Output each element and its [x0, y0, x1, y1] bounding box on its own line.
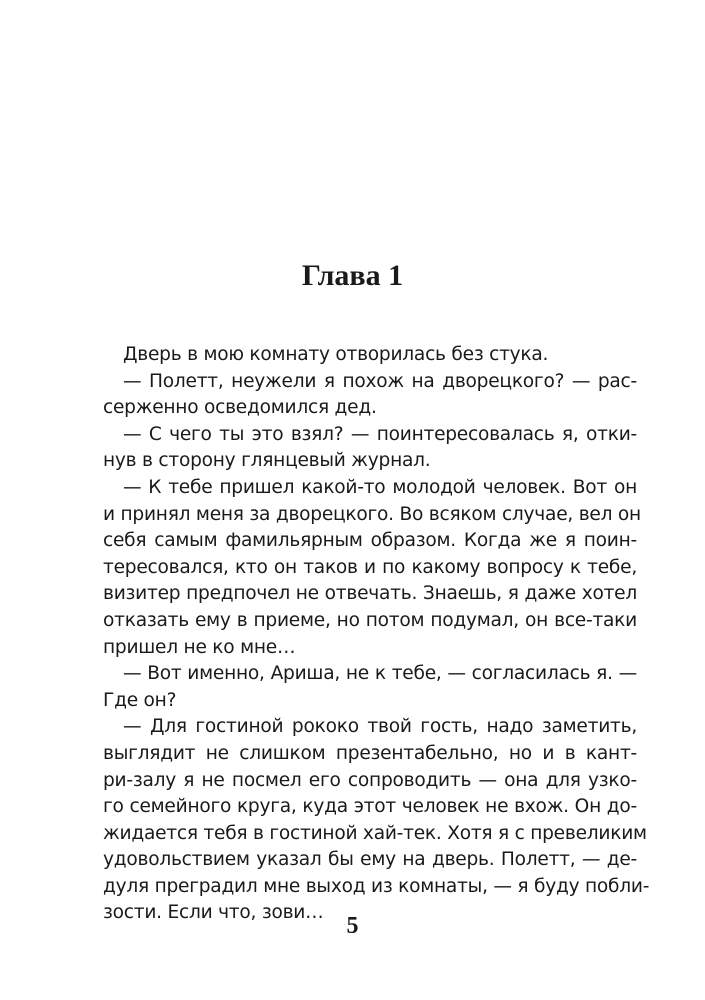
text-line-9: тересовался, кто он таков и по какому вопросу к тебе,: [103, 556, 637, 578]
text-line-17: ри-залу я не посмел его сопроводить — она для узко-: [103, 769, 637, 791]
text-line-11: отказать ему в приеме, но потом подумал, он все-таки: [103, 609, 637, 631]
text-line-16: выглядит не слишком презентабельно, но и в кант-: [103, 742, 637, 764]
text-line-19: жидается тебя в гостиной хай-тек. Хотя я с превеликим: [103, 822, 647, 844]
text-line-8: себя самым фамильярным образом. Когда же я поин-: [103, 530, 637, 552]
text-line-7: и принял меня за дворецкого. Во всяком случае, вел он: [103, 503, 641, 525]
text-line-10: визитер предпочел не отвечать. Знаешь, я даже хотел: [103, 583, 637, 605]
text-line-21: дуля преградил мне выход из комнаты, — я буду побли-: [103, 875, 650, 897]
text-line-5: нув в сторону глянцевый журнал.: [103, 450, 431, 472]
text-line-3: серженно осведомился дед.: [103, 397, 377, 419]
chapter-title: Глава 1: [301, 259, 404, 292]
text-line-6: — К тебе пришел какой-то молодой человек. Вот он: [123, 476, 637, 498]
text-line-22: зости. Если что, зови…: [103, 902, 324, 924]
text-line-4: — С чего ты это взял? — поинтересовалась я, отки-: [123, 423, 637, 445]
text-line-14: Где он?: [103, 689, 177, 711]
text-line-13: — Вот именно, Ариша, не к тебе, — согласилась я. —: [123, 663, 637, 685]
text-line-15: — Для гостиной рококо твой гость, надо заметить,: [123, 716, 637, 738]
body-text: [103, 342, 650, 927]
text-line-18: го семейного круга, куда этот человек не вхож. Он до-: [103, 796, 637, 818]
page-number: 5: [346, 913, 359, 939]
text-line-12: пришел не ко мне…: [103, 636, 296, 658]
text-line-1: Дверь в мою комнату отворилась без стука.: [123, 344, 549, 365]
text-line-20: удовольствием указал бы ему на дверь. Полетт, — де-: [103, 849, 637, 871]
text-line-2: — Полетт, неужели я похож на дворецкого? — рас-: [123, 370, 637, 392]
